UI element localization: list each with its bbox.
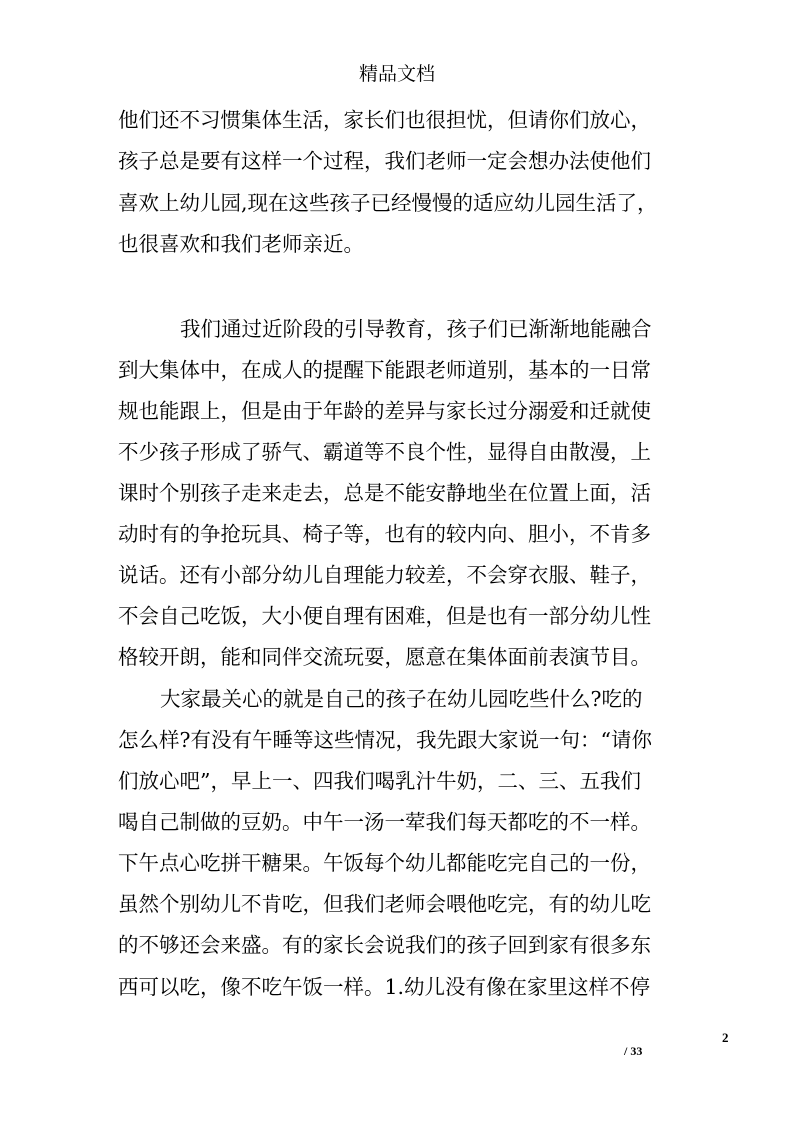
text-line: 西可以吃，像不吃午饭一样。1.幼儿没有像在家里这样不停	[118, 975, 651, 999]
text-line: 我们通过近阶段的引导教育，孩子们已渐渐地能融合	[180, 317, 652, 341]
text-line: 虽然个别幼儿不肯吃，但我们老师会喂他吃完，有的幼儿吃	[118, 892, 651, 916]
text-line: 喜欢上幼儿园,现在这些孩子已经慢慢的适应幼儿园生活了，	[118, 191, 658, 215]
text-line: 大家最关心的就是自己的孩子在幼儿园吃些什么?吃的	[160, 687, 643, 711]
text-line: 不少孩子形成了骄气、霸道等不良个性，显得自由散漫，上	[118, 440, 651, 464]
text-line: 他们还不习惯集体生活，家长们也很担忧，但请你们放心，	[118, 108, 651, 132]
text-line: 怎么样?有没有午睡等这些情况，我先跟大家说一句：“请你	[118, 728, 652, 752]
text-line: 孩子总是要有这样一个过程，我们老师一定会想办法使他们	[118, 149, 651, 173]
page-header-title: 精品文档	[358, 63, 435, 85]
text-line: 到大集体中，在成人的提醒下能跟老师道别，基本的一日常	[118, 358, 651, 382]
text-line: 格较开朗，能和同伴交流玩耍，愿意在集体面前表演节目。	[118, 645, 651, 669]
text-line: 们放心吧”，早上一、四我们喝乳汁牛奶，二、三、五我们	[118, 769, 641, 793]
text-line: 不会自己吃饭，大小便自理有困难，但是也有一部分幼儿性	[118, 604, 651, 628]
text-line: 课时个别孩子走来走去，总是不能安静地坐在位置上面，活	[118, 481, 651, 505]
page-number: 2	[722, 1030, 729, 1045]
page-total: / 33	[624, 1044, 643, 1058]
text-line: 的不够还会来盛。有的家长会说我们的孩子回到家有很多东	[118, 933, 651, 957]
text-line: 规也能跟上，但是由于年龄的差异与家长过分溺爱和迁就使	[118, 399, 651, 423]
text-line: 也很喜欢和我们老师亲近。	[118, 232, 364, 256]
text-line: 喝自己制做的豆奶。中午一汤一荤我们每天都吃的不一样。	[118, 810, 651, 834]
text-line: 说话。还有小部分幼儿自理能力较差，不会穿衣服、鞋子，	[118, 563, 651, 587]
text-line: 下午点心吃拼干糖果。午饭每个幼儿都能吃完自己的一份，	[118, 851, 651, 875]
text-line: 动时有的争抢玩具、椅子等，也有的较内向、胆小，不肯多	[118, 522, 651, 546]
